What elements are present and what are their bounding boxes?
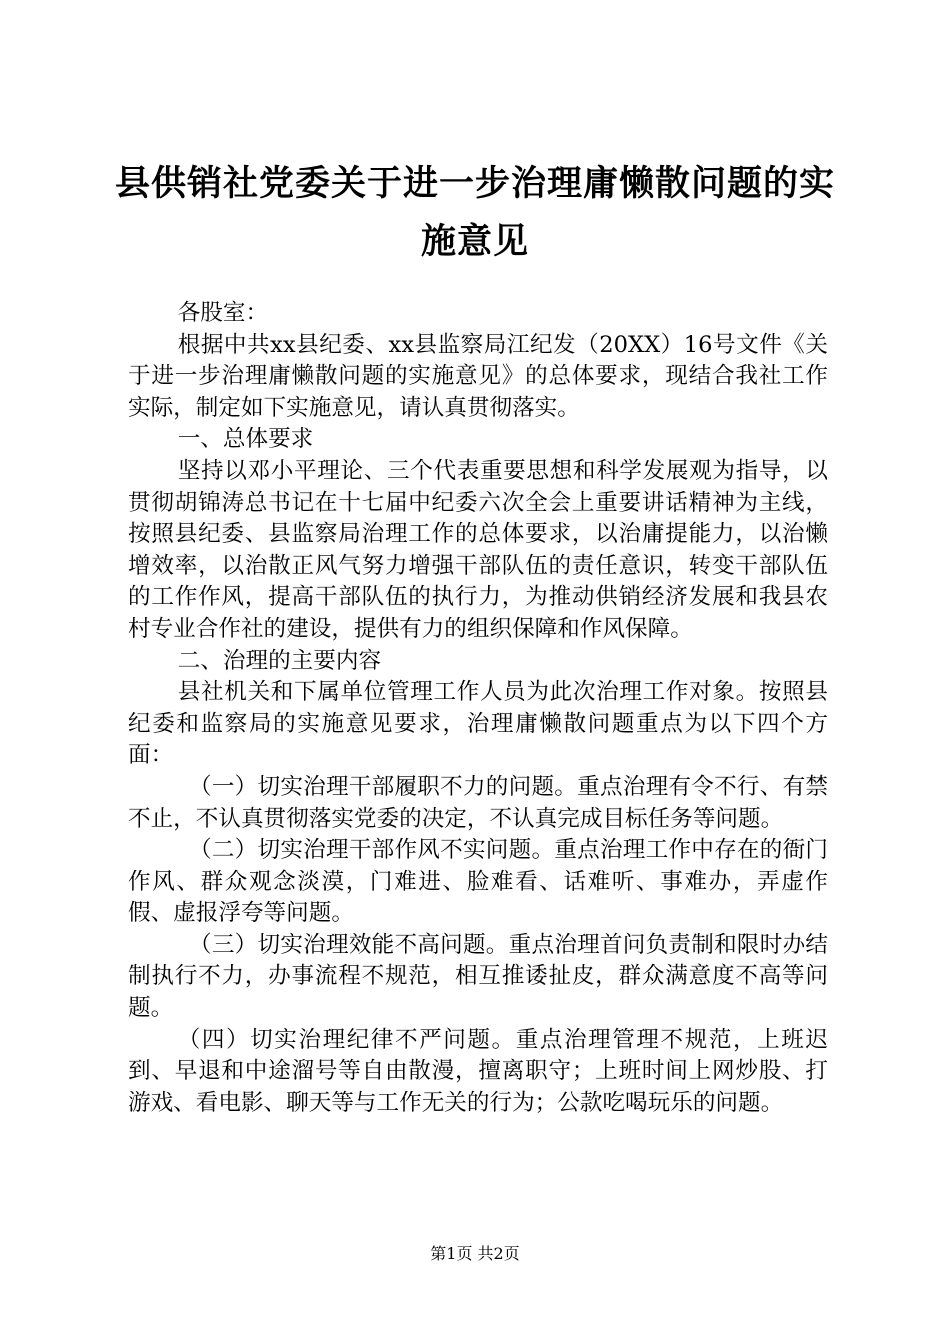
intro-paragraph: 根据中共xx县纪委、xx县监察局江纪发（20XX）16号文件《关于进一步治理庸懒散问题的实施意见》的总体要求，现结合我社工作实际，制定如下实施意见，请认真贯彻落实。 bbox=[128, 331, 828, 421]
item-3-paragraph: （三）切实治理效能不高问题。重点治理首问负责制和限时办结制执行不力，办事流程不规范，相互推诿扯皮，群众满意度不高等问题。 bbox=[128, 931, 828, 1022]
overall-requirements-paragraph: 坚持以邓小平理论、三个代表重要思想和科学发展观为指导，以贯彻胡锦涛总书记在十七届中纪委六次全会上重要讲话精神为主线，按照县纪委、县监察局治理工作的总体要求，以治庸提能力，以治懒增效率，以治散正风气努力增强干部队伍的责任意识，转变干部队伍的工作作风，提高干部队伍的执行力，为推动供销经济发展和我县农村专业合作社的建设，提供有力的组织保障和作风保障。 bbox=[128, 457, 828, 642]
page-footer: 第1页 共2页 bbox=[430, 1244, 520, 1263]
scope-paragraph: 县社机关和下属单位管理工作人员为此次治理工作对象。按照县纪委和监察局的实施意见要求，治理庸懒散问题重点为以下四个方面： bbox=[128, 679, 828, 769]
document-body bbox=[128, 298, 828, 1119]
document-title-line-1: 县供销社党委关于进一步治理庸懒散问题的实 bbox=[114, 163, 835, 204]
item-1-paragraph: （一）切实治理干部履职不力的问题。重点治理有令不行、有禁不止，不认真贯彻落实党委的决定，不认真完成目标任务等问题。 bbox=[128, 773, 828, 832]
document-title-line-2: 施意见 bbox=[420, 221, 529, 262]
item-4-paragraph: （四）切实治理纪律不严问题。重点治理管理不规范，上班迟到、早退和中途溜号等自由散漫，擅离职守；上班时间上网炒股、打游戏、看电影、聊天等与工作无关的行为；公款吃喝玩乐的问题。 bbox=[128, 1026, 828, 1116]
salutation: 各股室： bbox=[177, 300, 269, 326]
section-heading-1: 一、总体要求 bbox=[177, 426, 314, 453]
section-heading-2: 二、治理的主要内容 bbox=[177, 647, 382, 674]
item-2-paragraph: （二）切实治理干部作风不实问题。重点治理工作中存在的衙门作风、群众观念淡漠，门难进、脸难看、话难听、事难办，弄虚作假、虚报浮夸等问题。 bbox=[128, 837, 828, 927]
